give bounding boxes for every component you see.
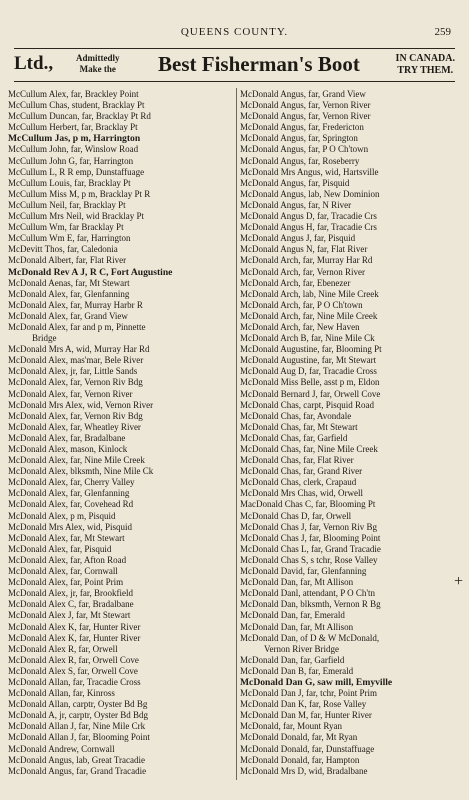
directory-listing: McDonald Alex, far, Point Prim xyxy=(8,577,124,588)
directory-listing: McDonald Rev A J, R C, Fort Augustine xyxy=(8,266,173,278)
directory-listing: McDonald Alex, far, Bradalbane xyxy=(8,432,126,443)
directory-listing: McCullum Miss M, p m, Bracklay Pt R xyxy=(8,188,151,199)
directory-listing: McCullum Chas, student, Bracklay Pt xyxy=(8,100,145,111)
directory-listing: McDonald Alex, far, Cornwall xyxy=(8,566,118,577)
page-title: QUEENS COUNTY. xyxy=(180,26,289,38)
directory-listing: McDonald Chas, far, Grand River xyxy=(240,466,363,477)
directory-listing: McCullum Alex, far, Brackley Point xyxy=(8,89,139,99)
directory-listing: McDonald Augustine, far, Blooming Pt xyxy=(240,344,382,355)
ad-small-line: Make the xyxy=(79,64,116,74)
directory-listing: McDonald David, far, Glenfanning xyxy=(240,566,367,577)
directory-listing: McDonald Alex, mas'mar, Bele River xyxy=(8,355,144,366)
directory-listing: McDonald Chas S, s tchr, Rose Valley xyxy=(240,554,378,565)
directory-listing: McDonald Alex, far, Covehead Rd xyxy=(8,499,134,510)
directory-listing: McCullum Louis, far, Bracklay Pt xyxy=(8,177,131,188)
directory-listing: McDonald Miss Belle, asst p m, Eldon xyxy=(240,377,380,388)
directory-listing: McDonald Angus N, far, Flat River xyxy=(240,244,368,255)
directory-listing: McDonald Allan J, far, Nine Mile Crk xyxy=(8,721,146,732)
directory-listing: McDonald Alex, blksmth, Nine Mile Ck xyxy=(8,466,154,477)
directory-listing: McDonald Mrs Alex, wid, Vernon River xyxy=(8,399,154,410)
directory-listing: McDonald Alex, far, Glenfanning xyxy=(8,288,130,299)
directory-listing: McDonald Aug D, far, Tracadie Cross xyxy=(240,366,377,377)
directory-listing: McDonald Donald, far, Hampton xyxy=(240,754,360,765)
directory-listing: McDonald Alex, far, Glenfanning xyxy=(8,488,130,499)
directory-listing: McDonald Dan, far, Mt Allison xyxy=(240,577,354,588)
ad-small-line: Admittedly xyxy=(76,53,120,63)
directory-listing: McCullum Neil, far, Bracklay Pt xyxy=(8,199,126,210)
directory-listing: McDonald Dan, far, Garfield xyxy=(240,654,345,665)
directory-listing: McCullum Herbert, far, Bracklay Pt xyxy=(8,122,138,133)
directory-listing: McDonald Aenas, far, Mt Stewart xyxy=(8,277,130,288)
directory-listing: McDonald, far, Mount Ryan xyxy=(240,721,343,732)
directory-listing: McDonald Alex R, far, Orwell Cove xyxy=(8,654,139,665)
directory-listing: McDonald Dan K, far, Rose Valley xyxy=(240,699,367,710)
directory-listing: McDonald Alex J, far, Mt Stewart xyxy=(8,610,131,621)
directory-listing: McCullum Wm, far Bracklay Pt xyxy=(8,222,124,233)
directory-listing: McCullum John, far, Winslow Road xyxy=(8,144,139,155)
directory-listing: McDonald Arch B, far, Nine Mile Ck xyxy=(240,333,375,344)
directory-listing: McDonald Mrs D, wid, Bradalbane xyxy=(240,765,368,776)
directory-listing: McDonald Angus, far, P O Ch'town xyxy=(240,144,369,155)
directory-listing: McCullum John G, far, Harrington xyxy=(8,155,134,166)
directory-listing: McDevitt Thos, far, Caledonia xyxy=(8,244,118,255)
directory-listing: McDonald Angus, lab, New Dominion xyxy=(240,188,380,199)
directory-listing: McDonald Chas, carpt, Pisquid Road xyxy=(240,399,374,410)
directory-listing: McDonald Alex R, far, Orwell xyxy=(8,643,118,654)
directory-listing: McDonald Alex, p m, Pisquid xyxy=(8,510,116,521)
ad-right-line: TRY THEM. xyxy=(397,65,454,76)
directory-listing: McDonald Alex C, far, Bradalbane xyxy=(8,599,134,610)
directory-listing: McDonald Allan J, far, Blooming Point xyxy=(8,732,150,743)
directory-listing: McDonald Mrs Alex, wid, Pisquid xyxy=(8,521,133,532)
directory-listing: McDonald Chas J, far, Blooming Point xyxy=(240,532,381,543)
directory-listing: McDonald Angus, lab, Great Tracadie xyxy=(8,754,145,765)
directory-listing: McDonald Chas, far, Flat River xyxy=(240,455,354,466)
directory-listing: McDonald Augustine, far, Mt Stewart xyxy=(240,355,377,366)
directory-listing: McDonald Chas D, far, Orwell xyxy=(240,510,352,521)
directory-listing: McDonald Angus, far, Grand Tracadie xyxy=(8,765,147,776)
directory-listing: McDonald Mrs Angus, wid, Hartsville xyxy=(240,166,379,177)
directory-listing: McDonald Mrs A, wid, Murray Har Rd xyxy=(8,344,150,355)
listing-continuation: Bridge xyxy=(32,333,57,344)
directory-listing: McDonald Arch, far, Nine Mile Creek xyxy=(240,310,378,321)
column-divider xyxy=(236,88,237,780)
directory-listing: McDonald Alex, far, Nine Mile Creek xyxy=(8,455,145,466)
directory-listing: McDonald Allan, far, Tracadie Cross xyxy=(8,676,141,687)
directory-listing: McDonald Angus, far, Vernon River xyxy=(240,100,371,111)
directory-listing: McDonald Chas, clerk, Crapaud xyxy=(240,477,357,488)
directory-listing: McDonald Donald, far, Mt Ryan xyxy=(240,732,358,743)
ad-lead-text: Ltd., xyxy=(14,53,54,74)
directory-listing: McDonald Alex, far, Wheatley River xyxy=(8,421,141,432)
directory-listing: McDonald Arch, far, Ebenezer xyxy=(240,277,351,288)
directory-listing: McDonald Allan, carptr, Oyster Bd Bg xyxy=(8,699,148,710)
directory-listing: McDonald Alex K, far, Hunter River xyxy=(8,621,141,632)
page-number: 259 xyxy=(434,26,451,38)
directory-listing: McCullum Duncan, far, Bracklay Pt Rd xyxy=(8,111,151,122)
directory-listing: McDonald Angus, far, Roseberry xyxy=(240,155,360,166)
directory-listing: McDonald Alex, far, Vernon Riv Bdg xyxy=(8,410,143,421)
directory-listing: McDonald Alex, far, Grand View xyxy=(8,310,128,321)
directory-listing: McDonald Dan, of D & W McDonald, xyxy=(240,632,380,643)
directory-listing: McDonald Dan J, far, tchr, Point Prim xyxy=(240,688,378,699)
right-column-listings xyxy=(240,89,462,777)
directory-listing: McDonald Alex K, far, Hunter River xyxy=(8,632,141,643)
directory-listing: McDonald Andrew, Cornwall xyxy=(8,743,115,754)
directory-listing: McDonald Alex, jr, far, Brookfield xyxy=(8,588,133,599)
ad-small-text xyxy=(76,53,120,75)
listing-continuation: Vernon River Bridge xyxy=(264,643,339,654)
directory-listing: McDonald Angus, far, N River xyxy=(240,199,352,210)
directory-listing: McDonald Arch, far, New Haven xyxy=(240,321,360,332)
margin-pencil-mark: + xyxy=(454,573,464,590)
directory-listing: McDonald Alex, far, Vernon Riv Bdg xyxy=(8,377,143,388)
running-head xyxy=(0,26,469,42)
directory-listing: McDonald Angus, far, Pisquid xyxy=(240,177,350,188)
directory-listing: McDonald Dan B, far, Emerald xyxy=(240,665,354,676)
directory-listing: McDonald Alex, far, Mt Stewart xyxy=(8,532,125,543)
directory-listing: McDonald Donald, far, Dunstaffuage xyxy=(240,743,375,754)
directory-listing: McDonald Dan, blksmth, Vernon R Bg xyxy=(240,599,381,610)
directory-listing: McDonald Albert, far, Flat River xyxy=(8,255,127,266)
directory-listing: McDonald Bernard J, far, Orwell Cove xyxy=(240,388,381,399)
directory-listing: McDonald Alex, far, Pisquid xyxy=(8,543,112,554)
directory-listing: McDonald Arch, far, Murray Har Rd xyxy=(240,255,373,266)
directory-listing: McDonald Alex, far, Afton Road xyxy=(8,554,127,565)
directory-listing: McDonald Angus, far, Fredericton xyxy=(240,122,364,133)
directory-listing: McDonald Chas, far, Mt Stewart xyxy=(240,421,358,432)
directory-listing: McDonald Mrs Chas, wid, Orwell xyxy=(240,488,363,499)
directory-listing: McDonald Dan, far, Mt Allison xyxy=(240,621,354,632)
advertisement-banner xyxy=(14,48,455,82)
directory-listing: McCullum Mrs Neil, wid Bracklay Pt xyxy=(8,211,144,222)
directory-listing: McDonald Alex, far, Cherry Valley xyxy=(8,477,135,488)
directory-listing: McDonald Alex S, far, Orwell Cove xyxy=(8,665,138,676)
directory-listing: McDonald Chas, far, Avondale xyxy=(240,410,352,421)
directory-listing: MacDonald Chas C, far, Blooming Pt xyxy=(240,499,376,510)
directory-listing: McDonald Alex, far, Vernon River xyxy=(8,388,133,399)
ad-main-text: Best Fisherman's Boot xyxy=(158,52,360,76)
directory-listing: McDonald Arch, far, P O Ch'town xyxy=(240,299,363,310)
directory-listing: McDonald Dan, far, Emerald xyxy=(240,610,345,621)
directory-listing: McCullum L, R R emp, Dunstaffuage xyxy=(8,166,145,177)
directory-listing: McDonald A, jr, carptr, Oyster Bd Bdg xyxy=(8,710,149,721)
directory-listing: McDonald Arch, lab, Nine Mile Creek xyxy=(240,288,379,299)
directory-listing: McDonald Dan G, saw mill, Emyville xyxy=(240,676,393,688)
directory-listing: McDonald Angus, far, Springton xyxy=(240,133,358,144)
left-column-listings xyxy=(8,89,230,777)
directory-listing: McDonald Alex, mason, Kinlock xyxy=(8,444,128,454)
directory-listing: McDonald Alex, far, Murray Harbr R xyxy=(8,299,143,310)
ad-right-text xyxy=(396,53,455,77)
directory-listing: McDonald Chas J, far, Vernon Riv Bg xyxy=(240,521,377,532)
directory-listing: McDonald Angus H, far, Tracadie Crs xyxy=(240,222,377,233)
directory-listing: McDonald Angus, far, Vernon River xyxy=(240,111,371,122)
directory-listing: McDonald Chas, far, Nine Mile Creek xyxy=(240,444,378,454)
directory-listing: McDonald Chas L, far, Grand Tracadie xyxy=(240,543,381,554)
directory-listing: McCullum Jas, p m, Harrington xyxy=(8,133,141,145)
directory-listing: McDonald Dan M, far, Hunter River xyxy=(240,710,372,721)
directory-listing: McDonald Angus, far, Grand View xyxy=(240,89,366,99)
directory-listing: McDonald Danl, attendant, P O Ch'tn xyxy=(240,588,376,599)
directory-listing: McDonald Alex, far and p m, Pinnette xyxy=(8,321,146,332)
directory-listing: McDonald Alex, jr, far, Little Sands xyxy=(8,366,138,377)
directory-listing: McDonald Angus D, far, Tracadie Crs xyxy=(240,211,377,222)
directory-listing: McDonald Allan, far, Kinross xyxy=(8,688,115,699)
directory-listing: McDonald Chas, far, Garfield xyxy=(240,432,348,443)
directory-listing: McCullum Wm E, far, Harrington xyxy=(8,233,131,244)
ad-right-line: IN CANADA. xyxy=(395,53,455,64)
directory-listing: McDonald Arch, far, Vernon River xyxy=(240,266,365,277)
directory-listing: McDonald Angus J, far, Pisquid xyxy=(240,233,356,244)
